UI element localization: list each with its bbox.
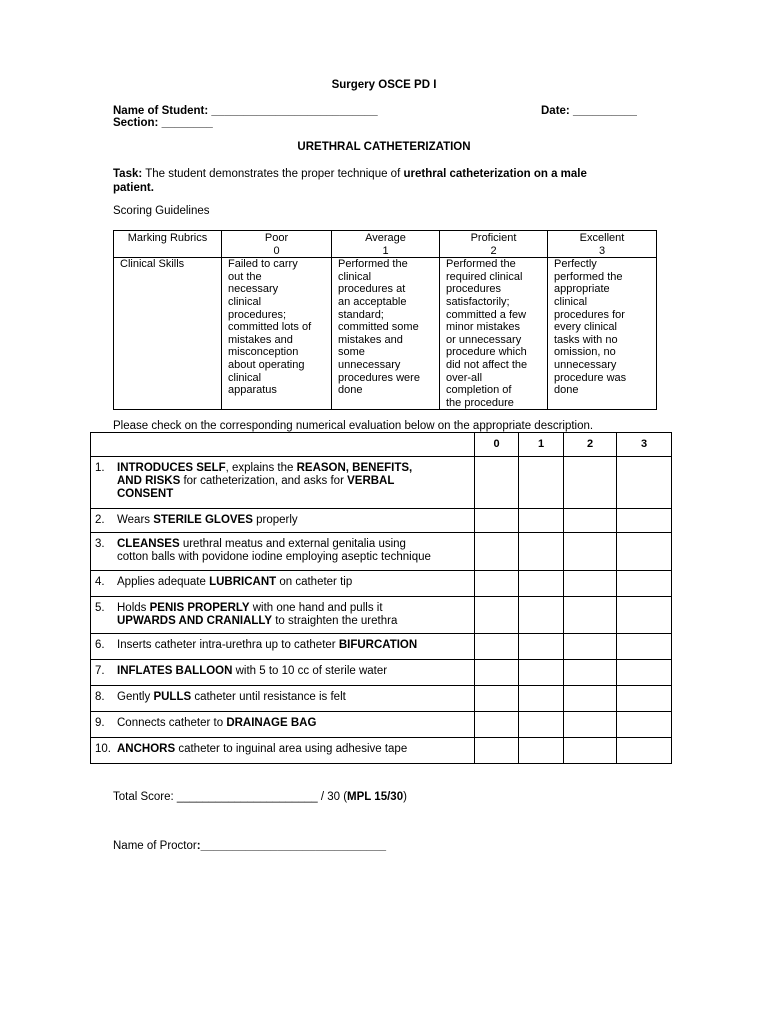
rubric-description-line: done	[554, 384, 579, 397]
rubric-description-line: procedures were	[338, 371, 420, 384]
rubric-description-line: clinical	[228, 371, 262, 384]
rubric-description-line: completion of	[446, 384, 512, 397]
score-checkbox-cell[interactable]	[564, 660, 617, 686]
item-text-bold: AND RISKS	[117, 475, 181, 487]
rubric-description-line: done	[338, 384, 363, 397]
score-checkbox-cell[interactable]	[519, 686, 564, 712]
item-text-bold: ANCHORS	[117, 743, 176, 755]
checklist-item	[91, 597, 475, 634]
score-checkbox-cell[interactable]	[617, 509, 672, 533]
score-column-header: 2	[564, 433, 617, 457]
score-checkbox-cell[interactable]	[617, 738, 672, 764]
checklist-row	[91, 571, 672, 597]
item-text-bold: CLEANSES	[117, 538, 180, 550]
item-text-normal: with one hand and pulls it	[249, 602, 383, 614]
rubric-description-excellent	[548, 258, 657, 410]
rubric-description-line: Perfectly	[554, 258, 597, 271]
section-label: Section:	[113, 117, 159, 129]
score-checkbox-cell[interactable]	[564, 571, 617, 597]
item-text-normal: Connects catheter to	[117, 717, 227, 729]
rubric-description-line: clinical	[338, 270, 372, 283]
item-text-normal: on catheter tip	[276, 576, 353, 588]
mpl-value: MPL 15/30	[347, 791, 404, 803]
score-checkbox-cell[interactable]	[617, 634, 672, 660]
item-text	[117, 514, 470, 527]
rubric-description-average	[332, 258, 440, 410]
procedure-title: URETHRAL CATHETERIZATION	[297, 141, 471, 153]
item-number: 9.	[95, 717, 105, 729]
score-checkbox-cell[interactable]	[519, 634, 564, 660]
item-text-normal: Wears	[117, 514, 154, 526]
score-checkbox-cell[interactable]	[564, 533, 617, 571]
score-column-header: 3	[617, 433, 672, 457]
item-number: 4.	[95, 576, 105, 588]
rubric-description-line: committed some	[338, 321, 419, 334]
score-checkbox-cell[interactable]	[617, 457, 672, 509]
item-text-bold: STERILE GLOVES	[153, 514, 253, 526]
checklist-row	[91, 597, 672, 634]
task-bold-a: urethral catheterization on a male	[403, 168, 587, 180]
score-checkbox-cell[interactable]	[564, 597, 617, 634]
rubric-description-line: mistakes and	[338, 333, 403, 346]
total-score-blank[interactable]: ______________________	[176, 791, 318, 803]
item-text-normal: Inserts catheter intra-urethra up to catheter	[117, 639, 339, 651]
item-text-normal: urethral meatus and external genitalia using	[179, 538, 406, 550]
score-column-header: 0	[475, 433, 519, 457]
checklist-item	[91, 660, 475, 686]
checklist-row	[91, 634, 672, 660]
item-text-normal: properly	[252, 514, 298, 526]
score-checkbox-cell[interactable]	[617, 597, 672, 634]
rubric-description-line: unnecessary	[554, 358, 617, 371]
item-text-bold: BIFURCATION	[338, 639, 418, 651]
evaluation-checklist-table	[90, 432, 672, 764]
score-checkbox-cell[interactable]	[475, 634, 519, 660]
rubric-description-poor	[222, 258, 332, 410]
score-checkbox-cell[interactable]	[475, 686, 519, 712]
rubric-description-line: about operating	[228, 358, 305, 371]
rubric-description-line: or unnecessary	[446, 333, 522, 346]
rubric-description-line: Failed to carry	[228, 258, 298, 271]
rubric-description-line: required clinical	[446, 270, 523, 283]
item-number: 7.	[95, 665, 105, 677]
score-checkbox-cell[interactable]	[564, 738, 617, 764]
rubric-description-line: procedures for	[554, 308, 625, 321]
item-number: 8.	[95, 691, 105, 703]
proctor-line	[113, 839, 386, 853]
rubric-description-line: committed a few	[446, 308, 527, 321]
score-checkbox-cell[interactable]	[617, 571, 672, 597]
rubric-description-line: unnecessary	[338, 358, 401, 371]
item-text-bold: UPWARDS AND CRANIALLY	[117, 615, 273, 627]
item-text-normal: with 5 to 10 cc of sterile water	[232, 665, 388, 677]
task-bold-b: patient.	[113, 182, 154, 194]
item-number: 6.	[95, 639, 105, 651]
checklist-row	[91, 660, 672, 686]
score-checkbox-cell[interactable]	[519, 457, 564, 509]
item-text	[117, 576, 470, 589]
score-column-header: 1	[519, 433, 564, 457]
item-text	[117, 691, 470, 704]
score-checkbox-cell[interactable]	[564, 457, 617, 509]
item-text	[117, 717, 470, 730]
score-checkbox-cell[interactable]	[519, 712, 564, 738]
checklist-row	[91, 509, 672, 533]
score-checkbox-cell[interactable]	[475, 571, 519, 597]
checklist-item	[91, 509, 475, 533]
item-text-normal: Holds	[117, 602, 150, 614]
rubric-description-line: procedure was	[554, 371, 627, 384]
proctor-colon: :	[196, 840, 201, 852]
item-number: 3.	[95, 538, 105, 550]
rubric-description-line: procedure which	[446, 346, 527, 359]
checklist-row	[91, 712, 672, 738]
item-text-normal: Applies adequate	[117, 576, 210, 588]
rubric-header-cell: Average 1	[332, 231, 440, 258]
scoring-guidelines-heading: Scoring Guidelines	[113, 205, 210, 217]
item-text-normal: , explains the	[225, 462, 297, 474]
checklist-row	[91, 533, 672, 571]
score-checkbox-cell[interactable]	[475, 597, 519, 634]
rubric-description-line: mistakes and	[228, 333, 293, 346]
form-title: Surgery OSCE PD I	[331, 79, 437, 91]
section-blank[interactable]: ________	[161, 117, 213, 129]
item-text-normal: to straighten the urethra	[272, 615, 398, 627]
student-name-blank[interactable]: __________________________	[211, 105, 378, 117]
rubric-header-cell: Excellent 3	[548, 231, 657, 258]
checklist-header-blank	[91, 433, 475, 457]
score-checkbox-cell[interactable]	[519, 509, 564, 533]
item-text-normal: catheter until resistance is felt	[191, 691, 346, 703]
item-text	[117, 538, 470, 564]
score-checkbox-cell[interactable]	[519, 571, 564, 597]
item-number: 10.	[95, 743, 111, 755]
score-checkbox-cell[interactable]	[519, 533, 564, 571]
total-score-suffix: / 30 (	[317, 791, 348, 803]
score-checkbox-cell[interactable]	[617, 712, 672, 738]
rubric-description-line: minor mistakes	[446, 321, 520, 334]
score-checkbox-cell[interactable]	[617, 686, 672, 712]
score-checkbox-cell[interactable]	[475, 509, 519, 533]
rubric-description-line: clinical	[554, 295, 588, 308]
score-checkbox-cell[interactable]	[519, 738, 564, 764]
score-checkbox-cell[interactable]	[519, 597, 564, 634]
task-label: Task:	[113, 168, 143, 180]
rubric-description-line: performed the	[554, 270, 623, 283]
rubric-description-line: standard;	[338, 308, 384, 321]
section-line	[113, 116, 213, 130]
item-text-bold: INTRODUCES SELF	[117, 462, 226, 474]
rubric-description-line: necessary	[228, 283, 279, 296]
date-label: Date:	[541, 105, 570, 117]
total-score-close: )	[403, 791, 407, 803]
checklist-row	[91, 738, 672, 764]
rubric-description-line: misconception	[228, 346, 299, 359]
rubric-description-line: apparatus	[228, 384, 277, 397]
rubric-description-line: procedures at	[338, 283, 406, 296]
score-checkbox-cell[interactable]	[564, 712, 617, 738]
item-text	[117, 639, 470, 652]
rubric-description-line: the procedure	[446, 396, 514, 409]
item-text-bold: VERBAL	[347, 475, 395, 487]
item-text-bold: INFLATES BALLOON	[117, 665, 233, 677]
score-checkbox-cell[interactable]	[564, 509, 617, 533]
rubric-description-line: tasks with no	[554, 333, 618, 346]
score-checkbox-cell[interactable]	[617, 660, 672, 686]
total-score-line	[113, 790, 407, 804]
item-number: 5.	[95, 602, 105, 614]
rubric-header-cell: Proficient 2	[440, 231, 548, 258]
student-name-label: Name of Student:	[113, 105, 209, 117]
checklist-header-row	[91, 433, 672, 457]
item-text	[117, 602, 470, 628]
score-checkbox-cell[interactable]	[475, 660, 519, 686]
rubric-description-line: some	[338, 346, 365, 359]
item-number: 2.	[95, 514, 105, 526]
rubric-description-line: every clinical	[554, 321, 617, 334]
task-text: The student demonstrates the proper technique of	[142, 168, 404, 180]
item-text-normal: catheter to inguinal area using adhesive tape	[175, 743, 408, 755]
checklist-item	[91, 712, 475, 738]
checklist-item	[91, 634, 475, 660]
score-checkbox-cell[interactable]	[564, 634, 617, 660]
item-text-bold: DRAINAGE BAG	[226, 717, 317, 729]
checklist-item	[91, 738, 475, 764]
item-text-normal: Gently	[117, 691, 154, 703]
rubric-description-line: satisfactorily;	[446, 295, 510, 308]
score-checkbox-cell[interactable]	[475, 533, 519, 571]
item-text-normal: for catheterization, and asks for	[180, 475, 348, 487]
score-checkbox-cell[interactable]	[617, 533, 672, 571]
scoring-rubric-table	[113, 230, 657, 410]
score-checkbox-cell[interactable]	[519, 660, 564, 686]
rubric-description-line: Performed the	[338, 258, 408, 271]
rubric-description-line: procedures;	[228, 308, 287, 321]
score-checkbox-cell[interactable]	[564, 686, 617, 712]
rubric-description-line: out the	[228, 270, 262, 283]
item-text	[117, 462, 470, 501]
checklist-item	[91, 457, 475, 509]
rubric-description-line: clinical	[228, 295, 262, 308]
item-text	[117, 665, 470, 678]
checklist-item	[91, 571, 475, 597]
checklist-item	[91, 533, 475, 571]
rubric-header-row	[114, 231, 657, 258]
item-text-normal: cotton balls with povidone iodine employing aseptic technique	[117, 551, 431, 563]
item-text-bold: PENIS PROPERLY	[149, 602, 250, 614]
rubric-description-line: committed lots of	[228, 321, 312, 334]
item-text-bold: REASON, BENEFITS,	[296, 462, 413, 474]
rubric-row-label: Clinical Skills	[114, 258, 222, 410]
proctor-blank[interactable]: _____________________________	[200, 840, 387, 852]
check-instruction: Please check on the corresponding numerical evaluation below on the appropriate description.	[113, 420, 594, 432]
item-text	[117, 743, 470, 756]
score-checkbox-cell[interactable]	[475, 738, 519, 764]
total-score-label: Total Score:	[113, 791, 177, 803]
checklist-row	[91, 686, 672, 712]
item-text-bold: LUBRICANT	[209, 576, 277, 588]
rubric-header-cell: Marking Rubrics	[114, 231, 222, 258]
date-blank[interactable]: __________	[572, 105, 637, 117]
rubric-description-line: procedures	[446, 283, 502, 296]
proctor-label: Name of Proctor	[113, 840, 197, 852]
item-text-bold: CONSENT	[117, 488, 174, 500]
checklist-row	[91, 457, 672, 509]
rubric-description-line: Performed the	[446, 258, 516, 271]
item-number: 1.	[95, 462, 105, 474]
rubric-body-row	[114, 258, 657, 410]
rubric-description-line: did not affect the	[446, 358, 528, 371]
task-description	[113, 167, 673, 195]
rubric-description-proficient	[440, 258, 548, 410]
checklist-item	[91, 686, 475, 712]
date-line	[541, 104, 637, 118]
item-text-bold: PULLS	[153, 691, 192, 703]
rubric-header-cell: Poor 0	[222, 231, 332, 258]
rubric-description-line: omission, no	[554, 346, 616, 359]
score-checkbox-cell[interactable]	[475, 457, 519, 509]
rubric-description-line: an acceptable	[338, 295, 407, 308]
score-checkbox-cell[interactable]	[475, 712, 519, 738]
rubric-description-line: over-all	[446, 371, 483, 384]
rubric-description-line: appropriate	[554, 283, 610, 296]
